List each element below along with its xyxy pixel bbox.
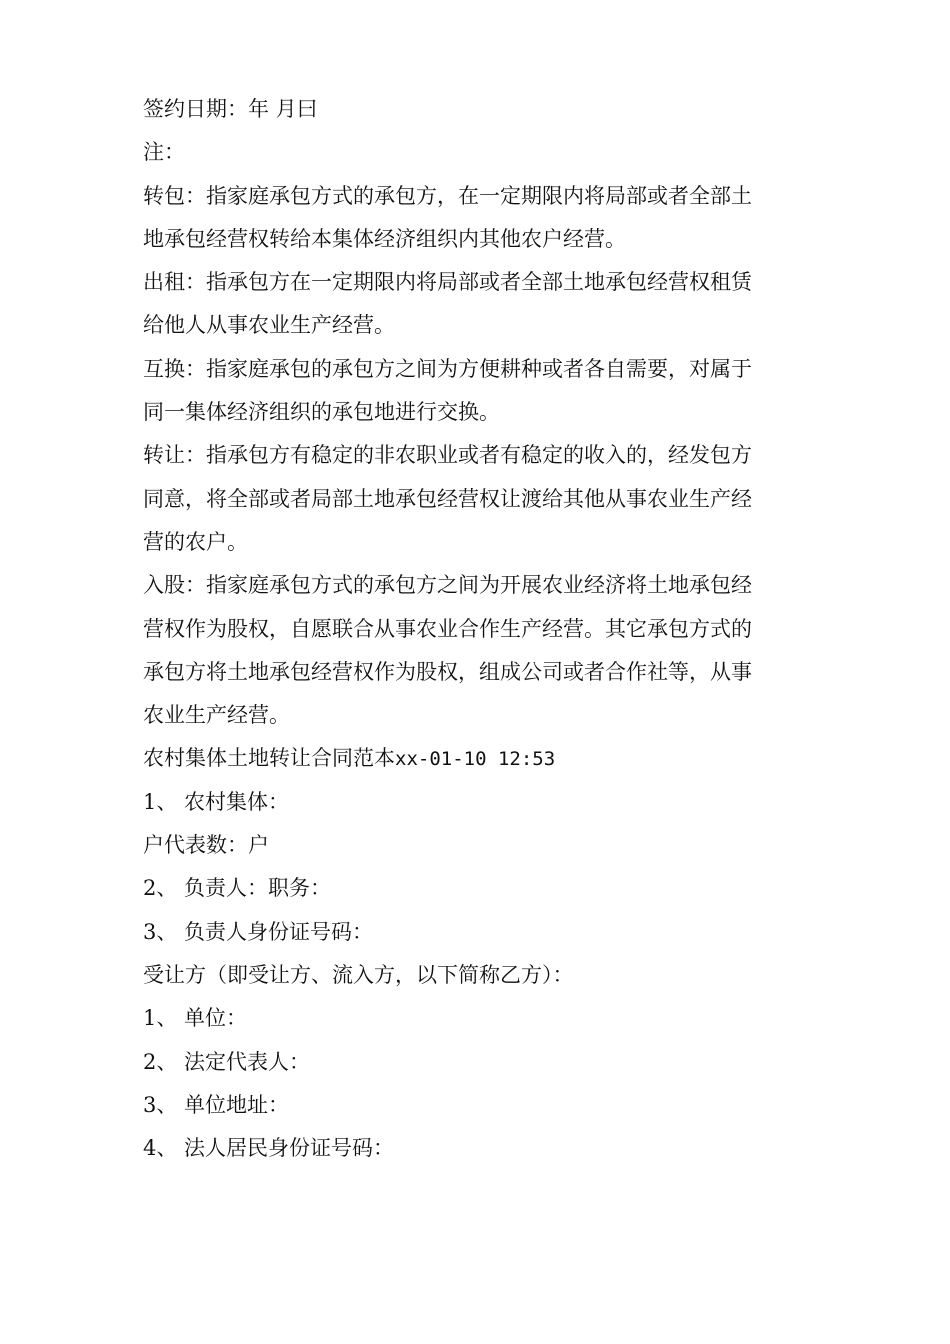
definition-subcontract — [143, 175, 809, 262]
document-page — [143, 88, 809, 1170]
transferee-field: 3、 单位地址： — [143, 1092, 290, 1117]
transferor-field: 3、 负责人身份证号码： — [143, 919, 374, 944]
document-title: 农村集体土地转让合同范本 — [143, 746, 395, 771]
definition-line: 给他人从事农业生产经营。 — [143, 313, 395, 338]
definition-line: 营的农户。 — [143, 529, 248, 554]
signing-date-line: 签约日期：年 月曰 — [143, 97, 318, 121]
definition-line: 出租：指承包方在一定期限内将局部或者全部土地承包经营权租赁 — [143, 270, 752, 295]
definition-line: 同意，将全部或者局部土地承包经营权让渡给其他从事农业生产经 — [143, 486, 752, 511]
definition-line: 地承包经营权转给本集体经济组织内其他农户经营。 — [143, 226, 626, 251]
transferee-field: 1、 单位： — [143, 1006, 248, 1031]
definition-line: 互换：指家庭承包的承包方之间为方便耕种或者各自需要，对属于 — [143, 356, 752, 381]
document-timestamp: xx-01-10 12:53 — [395, 748, 556, 771]
transferor-field: 户代表数：户 — [143, 833, 269, 858]
definition-line: 农业生产经营。 — [143, 703, 290, 728]
definition-shares — [143, 564, 809, 737]
transferee-field: 4、 法人居民身份证号码： — [143, 1136, 395, 1161]
definition-line: 入股：指家庭承包方式的承包方之间为开展农业经济将土地承包经 — [143, 573, 752, 598]
definition-line: 转包：指家庭承包方式的承包方，在一定期限内将局部或者全部土 — [143, 183, 752, 208]
transferee-field: 2、 法定代表人： — [143, 1049, 311, 1074]
definition-transfer — [143, 434, 809, 564]
transferor-field: 2、 负责人：职务： — [143, 876, 332, 901]
definition-line: 营权作为股权，自愿联合从事农业合作生产经营。其它承包方式的 — [143, 616, 752, 641]
definition-line: 转让：指承包方有稳定的非农职业或者有稳定的收入的，经发包方 — [143, 443, 752, 468]
document-title-line — [143, 737, 809, 780]
definition-line: 承包方将土地承包经营权作为股权，组成公司或者合作社等，从事 — [143, 659, 752, 684]
transferor-field: 1、 农村集体： — [143, 789, 290, 814]
transferee-heading: 受让方（即受让方、流入方，以下简称乙方）： — [143, 962, 574, 987]
definition-line: 同一集体经济组织的承包地进行交换。 — [143, 400, 500, 425]
note-label: 注： — [143, 140, 185, 165]
definition-lease — [143, 261, 809, 348]
definition-exchange — [143, 348, 809, 435]
